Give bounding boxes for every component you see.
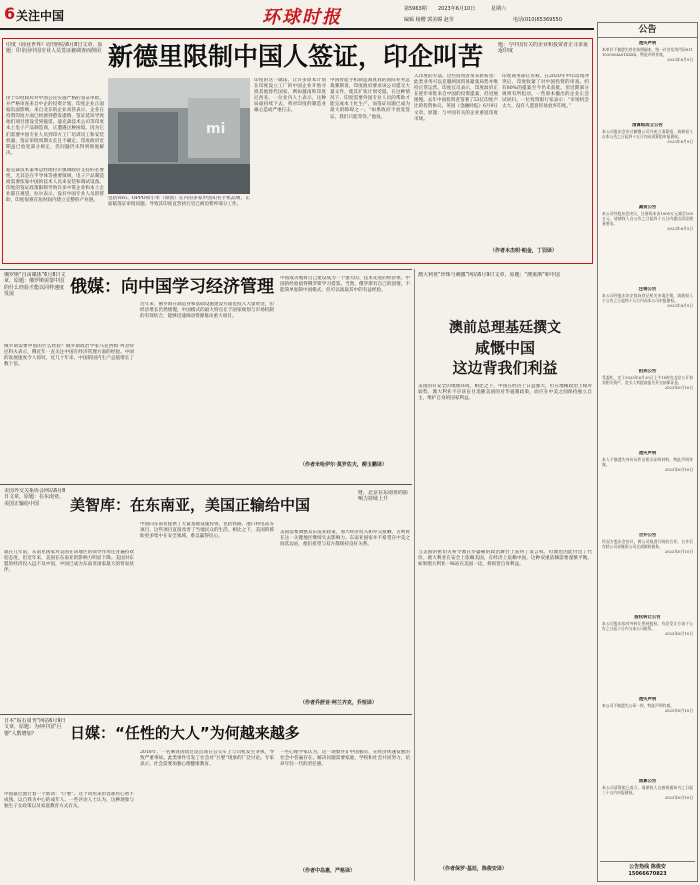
russia-col3: 中国成功地将自己建设成为一个强大的、技术先进的经济体，中国的经验值得俄罗斯学习借鉴。当然，俄罗斯有自己的国情，不能简单复制中国模式，但可以汲取其中的有益经验。 [280,276,410,294]
notice-item [602,123,693,201]
notice-body: 本公司股东拟对外转让所持股权，有意受让方请于公告之日起十日内与本公司联系。 [602,621,693,631]
japan-col3: 一些心理学家认为，这一现象并非中国独有，在经济快速发展的社会中普遍存在。解决问题需要家庭、学校和社会共同努力，培养年轻一代的责任感。 [280,750,410,768]
notices-panel [597,22,698,882]
lead-headline: 新德里限制中国人签证，印企叫苦 [108,42,484,71]
notice-date: 2023年6月9日 [667,226,693,231]
editors: 编辑 杨樱 郭美嫦 赵莹 [404,17,454,23]
us-source: 美国外交关系协会网站6月8日文章，原题：在东南亚，美国正输给中国 [4,488,66,507]
russia-col1: 俄罗斯需要中国的什么经验？俄罗斯政治学家马克西姆·列舍特尼科夫表示，俄近年一直关注中国在经济管理方面的经验。中国的发展速度令人惊叹，近几十年来，中国的国内生产总值增长了数十倍。 [4,344,134,368]
lead-col6: 印度商务部官员称，在2020年中印边境冲突后，印度收紧了对中国投资的审查。约有80%的提案至今仍未获批。但近期部分规则有所松动，一些原本撤出的企业正尝试回归。一位投资银行家表示：“市场机会太大，没有人愿意轻易放弃印度。” [502,74,589,110]
macau-col1: 美国因有安全的地理环境，相比之下，中国在经济上日益强大，但在地缘政治上相对弱势。澳大利亚不应该盲目追随美国的对华遏制政策，而应在中美之间保持独立自主，维护自身的国家利益。 [418,384,592,402]
macau-headline [418,318,592,378]
russia-col2: 近年来，俄罗斯在制造业和基础设施建设方面也投入大量资金，但经济增长仍然缓慢。中国模式的最大特点在于国家规划与市场机制的有效结合，能够迅速调动资源推动重大项目。 [140,302,274,320]
notices-title: 公告 [598,23,697,38]
japan-headline: 日媒：“任性的大人”为何越来越多 [70,724,300,742]
notice-body: 本单位不慎遗失营业执照副本，统一社会信用代码91110105MA01XXXX，特此声明作废。 [602,47,693,57]
notice-date: 2023年6月9日 [667,303,693,308]
notice-title: 股权转让公告 [634,615,661,620]
notice-item [602,779,693,849]
notice-body: 经双方股东会决议，两公司拟进行吸收合并，合并后存续公司承继原公司全部债权债务。 [602,539,693,549]
section-title: 关注中国 [16,9,65,23]
notice-item [602,41,693,119]
logo: 环球时报 [262,7,342,28]
notice-title: 遗失声明 [638,41,657,46]
us-byline: （作者乔舒亚·柯兰齐克，乔恒译） [300,700,377,706]
notice-body: 本公司股东会决议解散公司并成立清算组，请债权人自本公告之日起四十五日内向清算组申报债权。 [602,129,693,139]
notice-date: 2023年6月10日 [664,708,693,713]
macau-byline: （作者保罗·基廷，陈俊安译） [440,866,507,872]
issue-date: 2023年6月10日 [438,6,476,12]
lead-col5: 入印度的方法。这些投资者带来新希望：此类业务可以克服两国贸易紧张局势并维持正常运营。印度官员表示，印度政府正在逐步审批来自中国的投资提案，但进展缓慢。去年中国投资者签署了53亿印度卢比的投资协议。英国《金融时报》6月9日文章，原题：与中国有关的企业重返印度市场。 [414,74,498,122]
notice-item [602,287,693,365]
page-number: 6 [4,4,16,23]
lead-col3: 印度的这一做法，让许多原本计划在印度设立工厂的中国企业开始寻找其他替代国家，例如越南和印度尼西亚。一位业内人士表示，这种局面持续下去，将对印度的制造业雄心造成严重打击。 [254,78,326,114]
notice-title: 遗失声明 [638,697,657,702]
lead-col1b: 迪克森技术董事总经理拉尔强调政府支持的必要性。尤其是在半导体等重要领域，电子产品制造商需要依靠中国的技术人员来安装和调试设备。印度的签证政策限制导致许多中资企业和本土企业都在观望。拉尔表示，没有中国专业人员的帮助，印度很难在短时间内建立完整的产业链。 [6,168,104,204]
us-headline: 美智库：在东南亚，美国正输给中国 [70,496,311,514]
notices-footer-phone: 15066670823 [628,871,667,877]
notice-date: 2023年6月10日 [664,631,693,636]
notice-title: 减资公告 [638,205,657,210]
svg-text:mi: mi [206,121,226,137]
japan-col2: 2018年，一名乘客因错过站点而在公交车上与司机发生争执，导致严重事故。此类事件引发了社会对“巨婴”现象的广泛讨论。专家表示，社会需要加强心理健康教育。 [140,750,274,768]
macau-headline-1: 澳前总理基廷撰文 [449,320,561,336]
notice-date: 2023年6月9日 [667,57,693,62]
notice-title: 清算组成立公告 [632,123,663,128]
notice-date: 2023年6月9日 [667,139,693,144]
lead-byline: （作者本杰明·帕金，丁羽译） [490,248,557,254]
macau-divider [414,269,415,881]
notice-body: 本公司经股东决定拟向登记机关申请注销，请债权人于公告之日起四十五日内向本公司申报债权。 [602,293,693,303]
macau-source: 澳大利亚“珍珠与刺激”网站6月9日文章，原题：“澳莱斯”和中国 [418,272,560,278]
issue-weekday: 星期六 [491,6,507,12]
us-col3: 美国需要调整其东南亚政策，加大经济投入和外交接触，否则将在这一关键地区继续失去影响力。东南亚国家并不希望在中美之间选边站，他们希望与双方都保持良好关系。 [280,530,410,548]
masthead-rule [0,28,594,30]
notice-date: 2023年6月10日 [664,467,693,472]
us-col2: 中国向东南亚提供了大量基础设施投资，包括铁路、港口和电站等项目，这些项目直接改善了当地民众的生活。相比之下，美国的援助更多集中在安全领域，难以赢得民心。 [140,522,274,540]
issue-number: 第5963期 [404,6,427,12]
notice-title: 合并公告 [638,533,657,538]
macau-headline-2: 咸慨中国 [474,339,535,357]
lead-right-source: 题：与中国有关的企业和投资者正寻求重返印度 [498,42,589,55]
notices-footer-label: 公告热线 陈俊安 [629,864,666,870]
notice-title: 拍卖公告 [638,369,657,374]
lead-source: 印度《商业世界》周刊网站6月8日文章，原题：印企因中国专业人员签证被调查而倒闭 [6,42,103,55]
russia-headline: 俄媒：向中国学习经济管理 [70,277,274,297]
notice-title: 清算公告 [638,779,657,784]
lead-photo [108,78,250,194]
notice-item [602,205,693,283]
lead-col4: 中国智能手机制造商真我的国际业务总裁赛斯说，印度政府要求该公司提交大量文件，使其扩张计划受阻。在这种情况下，印度需要外国专业人员的帮助才能完成本土化生产，而签证问题已成为最大的障碍之一。“如果政府不放宽签证，我们只能等待。”他说。 [330,78,410,120]
macau-headline-3: 这边背我们利益 [452,359,558,377]
japan-rule [0,714,412,715]
us-right-source: 财，北京在东南亚的影响力持续上升 [358,490,409,503]
japan-col1: 中国最近流行着一个新词：“巨婴”。这个词用来形容那些心智不成熟、以自我为中心的成年人。一些评论人士认为，这种现象与独生子女政策以及家庭教育方式有关。 [4,792,134,810]
japan-source: 日本“钻石周刊”网站6月9日文章，原题：为何中国“巨婴”人数增加？ [4,718,66,737]
notice-body: 本公司经股东会决议，注册资本由1000万元减至100万元，请债权人自公告之日起四十五日内提出清偿债务要求。 [602,211,693,226]
notice-item [602,697,693,775]
notices-footer [600,861,695,878]
notice-date: 2023年6月10日 [664,795,693,800]
notice-title: 注销公告 [638,287,657,292]
us-rule [0,484,412,485]
notice-title: 遗失声明 [638,451,657,456]
macau-col2: 与美国的密切关系令澳在华盛顿的政治舞台上获得了发言权，但澳也因此付出了代价。澳大利亚在安全上依赖美国，在经济上依赖中国，这种双重依赖需要谨慎平衡。如果澳大利亚一味站在美国一边，将损害自身利益。 [418,550,592,568]
russia-rule [0,269,412,270]
notice-item [602,451,693,529]
notice-item [602,369,693,447]
phone-store-image [108,78,250,194]
notice-date: 2023年6月10日 [664,385,693,390]
lead-photo-caption: 包括vivo、OPPO和小米（如图）在内的多家中国知名手机品牌，正面临签证审批问题。导致其印度直营执行官已被迫暂停部分工作。 [108,196,250,208]
notice-item [602,533,693,611]
notice-date: 2023年6月10日 [664,549,693,554]
phone: 电话(010)65369550 [513,17,562,23]
notice-body: 本公司不慎遗失公章一枚，特此声明作废。 [602,703,675,708]
russia-source: 俄罗斯“自由媒体”6月8日文章，原题：俄罗斯需要中国的什么经验才能以同样速度发展 [4,272,66,298]
notice-item [602,615,693,693]
notice-body: 本人不慎遗失身份证件及相关证明材料，特此声明作废。 [602,457,693,467]
notice-body: 受委托，定于2023年6月20日上午10时在北京公开拍卖相关资产，竞买人须提前报名并交纳保证金。 [602,375,693,385]
us-col1: 就在几年前，东南亚国家对美国在该地区的领导作用还普遍持欢迎态度。但近年来，美国在东南亚的影响力明显下降。美国对东盟的经济投入远不及中国，中国已成为东南亚国家最大的贸易伙伴。 [4,550,134,574]
japan-byline: （作者中岛惠，严格译） [300,868,356,874]
lead-col1: 由于印度政府对中国公民实施严格的签证审批，并严格审查来自中企的投资计划，印度企业正面临负面影响。来自北京的企业高管表示，企业在投资印度方面已经感到愈发谨慎，签证延误导致他们项目建设受到拖延。迪克森技术公司等印度本土电子产品制造商，正遭遇这种困境。因为它们需要中国专业人员到印方工厂培训员工和安装机器，签证审批周期太长且不确定。印度政府近期虽已放宽部分规定，但问题仍未得到彻底解决。 [6,96,104,156]
russia-byline: （作者米哈伊尔·莫罗佐夫，柳玉鹏译） [300,462,387,468]
notice-body: 本公司清算组已成立，请债权人自接到通知书之日起三十日内申报债权。 [602,785,693,795]
